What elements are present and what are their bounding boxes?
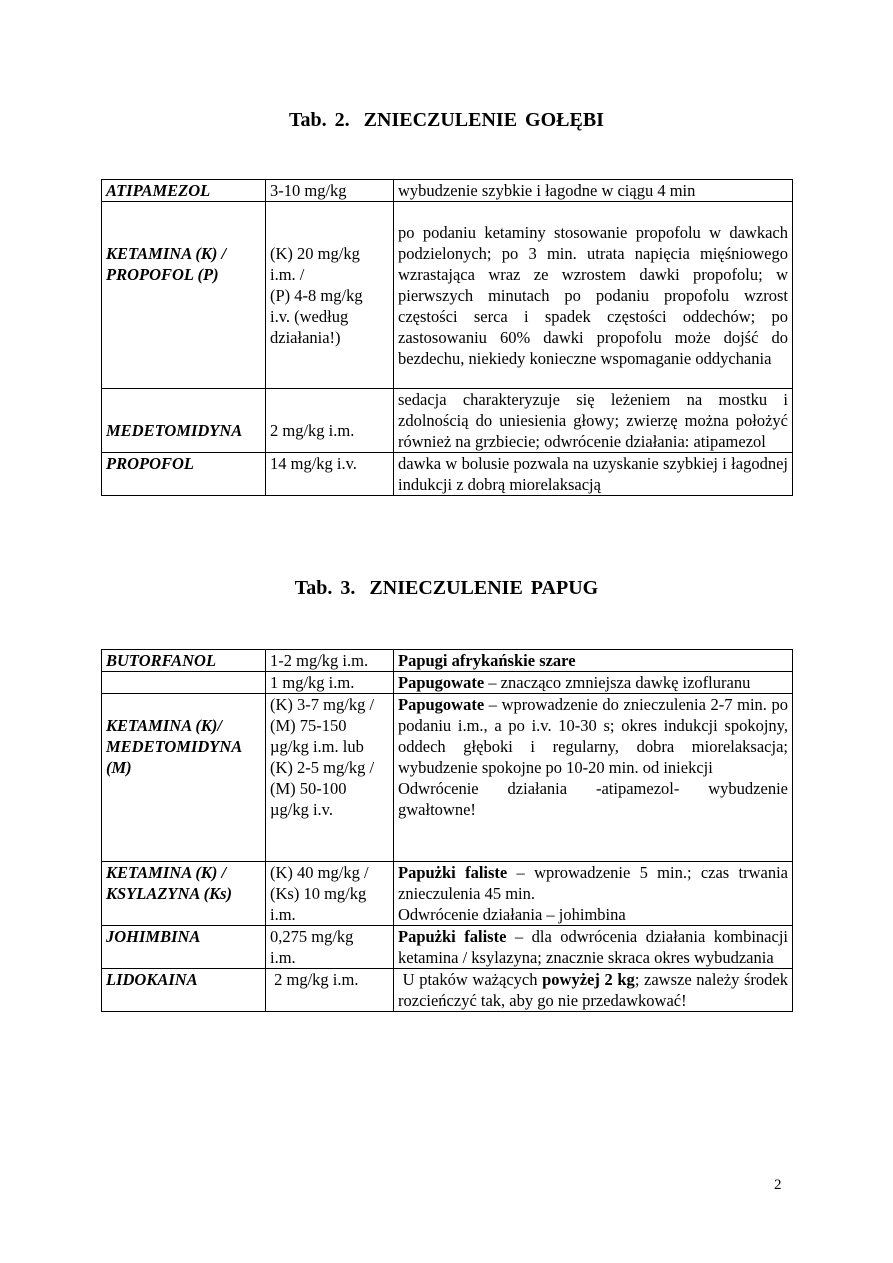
dose-cell: 3-10 mg/kg [266,180,394,202]
dose-cell: 14 mg/kg i.v. [266,453,394,496]
description-cell: Papużki faliste – wprowadzenie 5 min.; czas trwania znieczulenia 45 min. Odwrócenie działania – johimbina [394,862,793,926]
dose-cell: (K) 3-7 mg/kg / (M) 75-150 µg/kg i.m. lub (K) 2-5 mg/kg / (M) 50-100 µg/kg i.v. [266,694,394,862]
table-row [102,389,793,453]
dose-cell: 1-2 mg/kg i.m. [266,650,394,672]
table-row [102,453,793,496]
table-2 [101,179,793,496]
table-2-title-text: ZNIECZULENIE GOŁĘBI [363,109,604,131]
drug-cell: PROPOFOL [102,453,266,496]
table-row [102,202,793,389]
table-3-title-number: Tab. 3. [294,577,356,599]
table-2-title [0,109,893,132]
drug-cell: JOHIMBINA [102,926,266,969]
dose-cell: (K) 40 mg/kg / (Ks) 10 mg/kg i.m. [266,862,394,926]
description-cell: po podaniu ketaminy stosowanie propofolu w dawkach podzielonych; po 3 min. utrata napięcia mięśniowego wzrastająca wraz ze wzrostem dawki propofolu; w pierwszych minutach po podaniu propofolu wzrost częstości serca i spadek częstości oddechów; po zastosowaniu 60% dawki propofolu może dojść do bezdechu, niekiedy konieczne wspomaganie oddychania [394,202,793,389]
table-2-title-number: Tab. 2. [289,109,350,131]
description-cell: U ptaków ważących powyżej 2 kg; zawsze należy środek rozcieńczyć tak, aby go nie przedawkować! [394,969,793,1012]
description-cell: dawka w bolusie pozwala na uzyskanie szybkiej i łagodnej indukcji z dobrą miorelaksacją [394,453,793,496]
dose-cell: (K) 20 mg/kg i.m. / (P) 4-8 mg/kg i.v. (według działania!) [266,202,394,389]
drug-cell: MEDETOMIDYNA [102,389,266,453]
drug-cell: KETAMINA (K) / PROPOFOL (P) [102,202,266,389]
dose-cell: 2 mg/kg i.m. [266,969,394,1012]
table-row [102,926,793,969]
drug-cell: ATIPAMEZOL [102,180,266,202]
table-row [102,672,793,694]
table-row [102,650,793,672]
description-cell: Papugi afrykańskie szare [394,650,793,672]
table-row [102,694,793,862]
table-3-title [0,577,893,600]
table-row [102,180,793,202]
drug-cell: BUTORFANOL [102,650,266,672]
table-row [102,862,793,926]
dose-cell: 2 mg/kg i.m. [266,389,394,453]
description-cell: Papugowate – znacząco zmniejsza dawkę izofluranu [394,672,793,694]
drug-cell [102,672,266,694]
table-3 [101,649,793,1012]
table-row [102,969,793,1012]
description-cell: sedacja charakteryzuje się leżeniem na mostku i zdolnością do uniesienia głowy; zwierzę można położyć również na grzbiecie; odwrócenie działania: atipamezol [394,389,793,453]
drug-cell: KETAMINA (K)/ MEDETOMIDYNA (M) [102,694,266,862]
dose-cell: 1 mg/kg i.m. [266,672,394,694]
dose-cell: 0,275 mg/kg i.m. [266,926,394,969]
drug-cell: LIDOKAINA [102,969,266,1012]
drug-cell: KETAMINA (K) / KSYLAZYNA (Ks) [102,862,266,926]
page-number: 2 [774,1177,782,1193]
description-cell: Papugowate – wprowadzenie do znieczulenia 2-7 min. po podaniu i.m., a po i.v. 10-30 s; okres indukcji spokojny, oddech głęboki i regularny, dobra miorelaksacja; wybudzenie spokojne po 10-20 min. od iniekcji Odwrócenie działania -atipamezol- wybudzenie gwałtowne! [394,694,793,862]
description-cell: Papużki faliste – dla odwrócenia działania kombinacji ketamina / ksylazyna; znacznie skraca okres wybudzania [394,926,793,969]
table-3-title-text: ZNIECZULENIE PAPUG [369,577,599,599]
description-cell: wybudzenie szybkie i łagodne w ciągu 4 min [394,180,793,202]
